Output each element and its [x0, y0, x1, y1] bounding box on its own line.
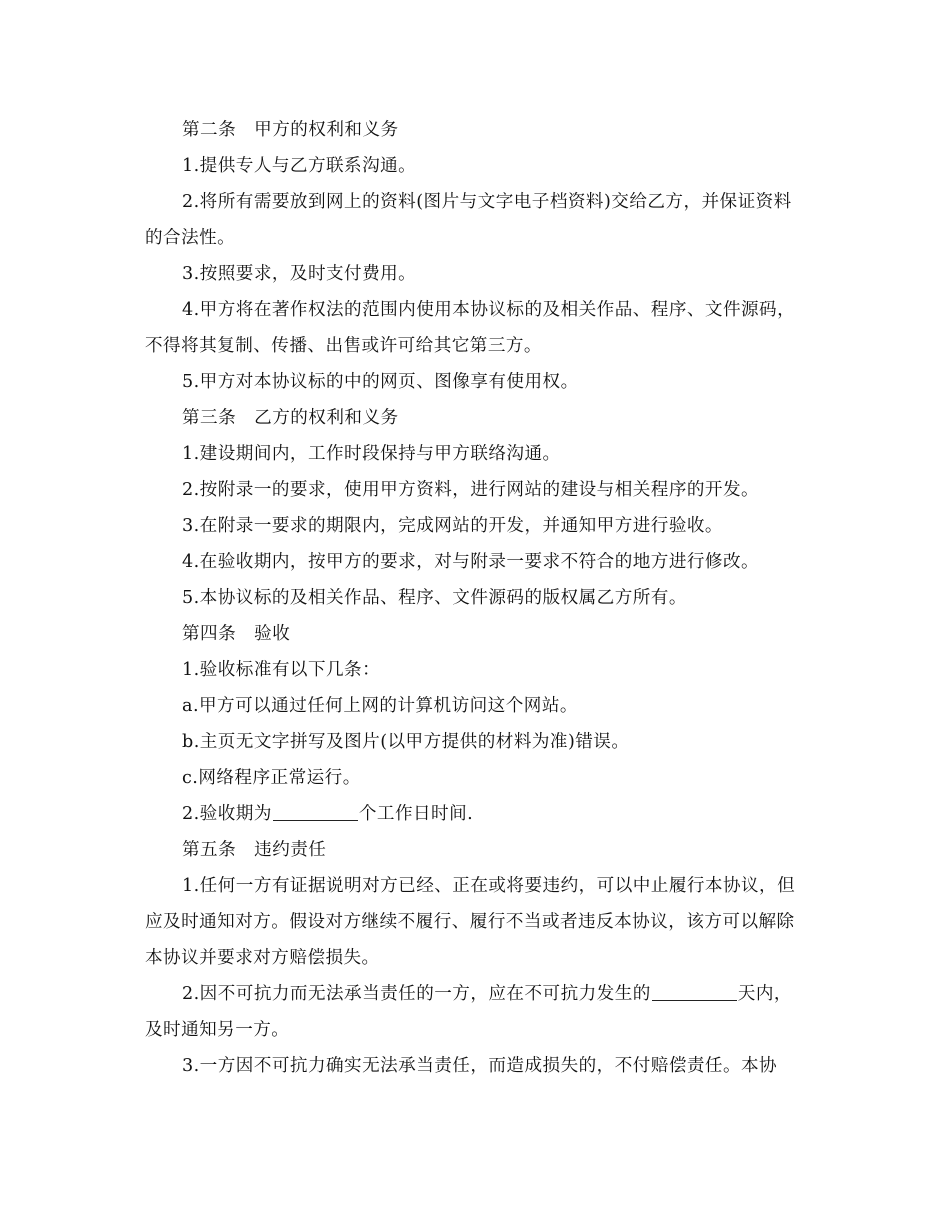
clause-item-with-blank	[145, 976, 805, 1048]
clause-item: 2.将所有需要放到网上的资料(图片与文字电子档资料)交给乙方，并保证资料的合法性。	[145, 192, 792, 248]
clause-item: 1.任何一方有证据说明对方已经、正在或将要违约，可以中止履行本协议，但应及时通知对方。假设对方继续不履行、履行不当或者违反本协议，该方可以解除本协议并要求对方赔偿损失。	[145, 876, 796, 968]
clause-item: 3.一方因不可抗力确实无法承当责任，而造成损失的，不付赔偿责任。本协	[182, 1056, 778, 1076]
section-heading: 第二条 甲方的权利和义务	[182, 120, 399, 140]
clause-item: 1.提供专人与乙方联系沟通。	[182, 156, 417, 176]
clause-item: 4.甲方将在著作权法的范围内使用本协议标的及相关作品、程序、文件源码，不得将其复制、传播、出售或许可给其它第三方。	[145, 300, 796, 356]
section-heading: 第三条 乙方的权利和义务	[182, 408, 399, 428]
clause-item: b.主页无文字拼写及图片(以甲方提供的材料为准)错误。	[182, 732, 630, 752]
clause-item: 3.按照要求，及时支付费用。	[182, 264, 417, 284]
clause-item: 4.在验收期内，按甲方的要求，对与附录一要求不符合的地方进行修改。	[182, 552, 760, 572]
fill-in-blank	[652, 984, 737, 1001]
clause-item: 3.在附录一要求的期限内，完成网站的开发，并通知甲方进行验收。	[182, 516, 723, 536]
clause-item-with-blank	[145, 796, 805, 832]
fill-in-blank	[273, 804, 358, 821]
clause-item: 1.建设期间内，工作时段保持与甲方联络沟通。	[182, 444, 561, 464]
document-page	[145, 112, 805, 1084]
clause-item: a.甲方可以通过任何上网的计算机访问这个网站。	[182, 696, 578, 716]
clause-item: c.网络程序正常运行。	[182, 768, 361, 788]
clause-text: 2.验收期为	[182, 804, 272, 824]
clause-item: 2.按附录一的要求，使用甲方资料，进行网站的建设与相关程序的开发。	[182, 480, 760, 500]
section-heading: 第五条 违约责任	[182, 840, 327, 860]
clause-text: 个工作日时间.	[358, 804, 474, 824]
clause-text: 2.因不可抗力而无法承当责任的一方，应在不可抗力发生的	[182, 984, 651, 1004]
section-heading: 第四条 验收	[182, 624, 291, 644]
clause-item: 1.验收标准有以下几条：	[182, 660, 381, 680]
clause-item: 5.甲方对本协议标的中的网页、图像享有使用权。	[182, 372, 579, 392]
clause-item: 5.本协议标的及相关作品、程序、文件源码的版权属乙方所有。	[182, 588, 687, 608]
clause-text: 天内，及时通知另一方。	[145, 984, 792, 1040]
